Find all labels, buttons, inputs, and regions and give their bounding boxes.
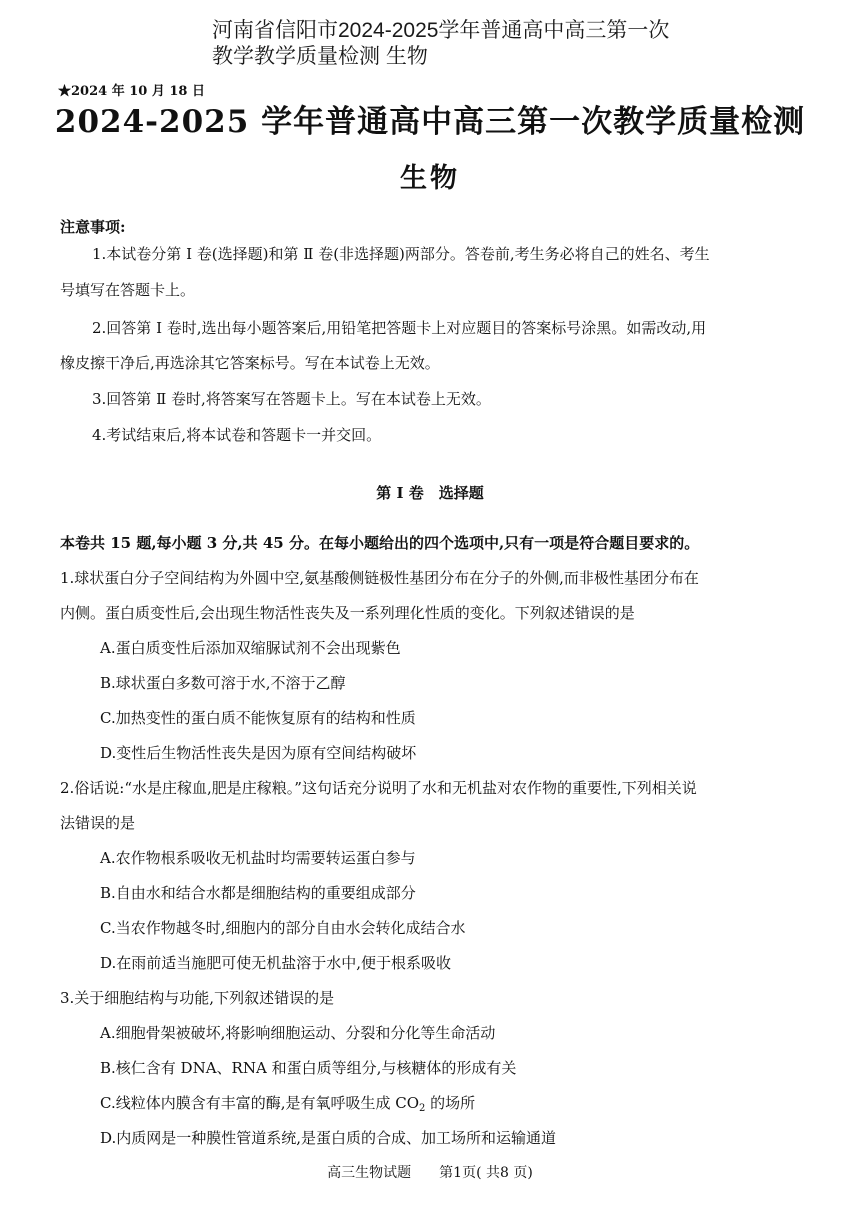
q1-option-a: A.蛋白质变性后添加双缩脲试剂不会出现紫色	[100, 639, 401, 657]
q3-option-c-text: C.线粒体内膜含有丰富的酶,是有氧呼吸生成 CO	[100, 1094, 420, 1112]
section-instructions: 本卷共 15 题,每小题 3 分,共 45 分。在每小题给出的四个选项中,只有一项是符合题目要求的。	[60, 534, 700, 552]
exam-title: 2024-2025 学年普通高中高三第一次教学质量检测	[54, 104, 806, 140]
q2-stem-line-1: 2.俗话说:“水是庄稼血,肥是庄稼粮。”这句话充分说明了水和无机盐对农作物的重要性,下列相关说	[60, 779, 697, 797]
q1-option-c: C.加热变性的蛋白质不能恢复原有的结构和性质	[100, 709, 416, 727]
q2-option-b: B.自由水和结合水都是细胞结构的重要组成部分	[100, 884, 416, 902]
page-footer: 高三生物试题 第1页( 共8 页)	[327, 1165, 533, 1181]
q1-option-d: D.变性后生物活性丧失是因为原有空间结构破坏	[100, 744, 417, 762]
q1-stem-line-2: 内侧。蛋白质变性后,会出现生物活性丧失及一系列理化性质的变化。下列叙述错误的是	[60, 604, 635, 622]
q3-option-b: B.核仁含有 DNA、RNA 和蛋白质等组分,与核糖体的形成有关	[100, 1059, 517, 1077]
exam-date: ★2024 年 10 月 18 日	[58, 84, 205, 99]
q1-option-b: B.球状蛋白多数可溶于水,不溶于乙醇	[100, 674, 346, 692]
note-4: 4.考试结束后,将本试卷和答题卡一并交回。	[92, 426, 382, 444]
q2-stem-line-2: 法错误的是	[60, 814, 136, 832]
note-2-line-1: 2.回答第 Ⅰ 卷时,选出每小题答案后,用铅笔把答题卡上对应题目的答案标号涂黑。如需改动,用	[92, 319, 707, 337]
q2-option-d: D.在雨前适当施肥可使无机盐溶于水中,便于根系吸收	[100, 954, 452, 972]
q2-option-a: A.农作物根系吸收无机盐时均需要转运蛋白参与	[100, 849, 416, 867]
q1-stem-line-1: 1.球状蛋白分子空间结构为外圆中空,氨基酸侧链极性基团分布在分子的外侧,而非极性基团分布在	[60, 569, 699, 587]
section-title: 第 Ⅰ 卷 选择题	[376, 484, 484, 502]
q2-option-c: C.当农作物越冬时,细胞内的部分自由水会转化成结合水	[100, 919, 466, 937]
note-2-line-2: 橡皮擦干净后,再选涂其它答案标号。写在本试卷上无效。	[60, 354, 440, 372]
notes-heading: 注意事项:	[60, 218, 126, 236]
q3-option-a: A.细胞骨架被破坏,将影响细胞运动、分裂和分化等生命活动	[100, 1024, 496, 1042]
document-title-overlay	[212, 18, 772, 70]
overlay-line-1: 河南省信阳市2024-2025学年普通高中高三第一次	[212, 19, 670, 42]
q3-option-c-subscript: 2	[419, 1103, 426, 1114]
q3-option-c-tail: 的场所	[425, 1094, 476, 1112]
exam-subject: 生物	[400, 163, 460, 194]
note-1-line-2: 号填写在答题卡上。	[60, 281, 196, 299]
q3-option-d: D.内质网是一种膜性管道系统,是蛋白质的合成、加工场所和运输通道	[100, 1129, 557, 1147]
q3-stem: 3.关于细胞结构与功能,下列叙述错误的是	[60, 989, 335, 1007]
note-1-line-1: 1.本试卷分第 Ⅰ 卷(选择题)和第 Ⅱ 卷(非选择题)两部分。答卷前,考生务必将自己的姓名、考生	[92, 245, 710, 263]
q3-option-c	[100, 1093, 475, 1119]
note-3: 3.回答第 Ⅱ 卷时,将答案写在答题卡上。写在本试卷上无效。	[92, 390, 491, 408]
overlay-line-2: 教学教学质量检测 生物	[212, 45, 428, 68]
